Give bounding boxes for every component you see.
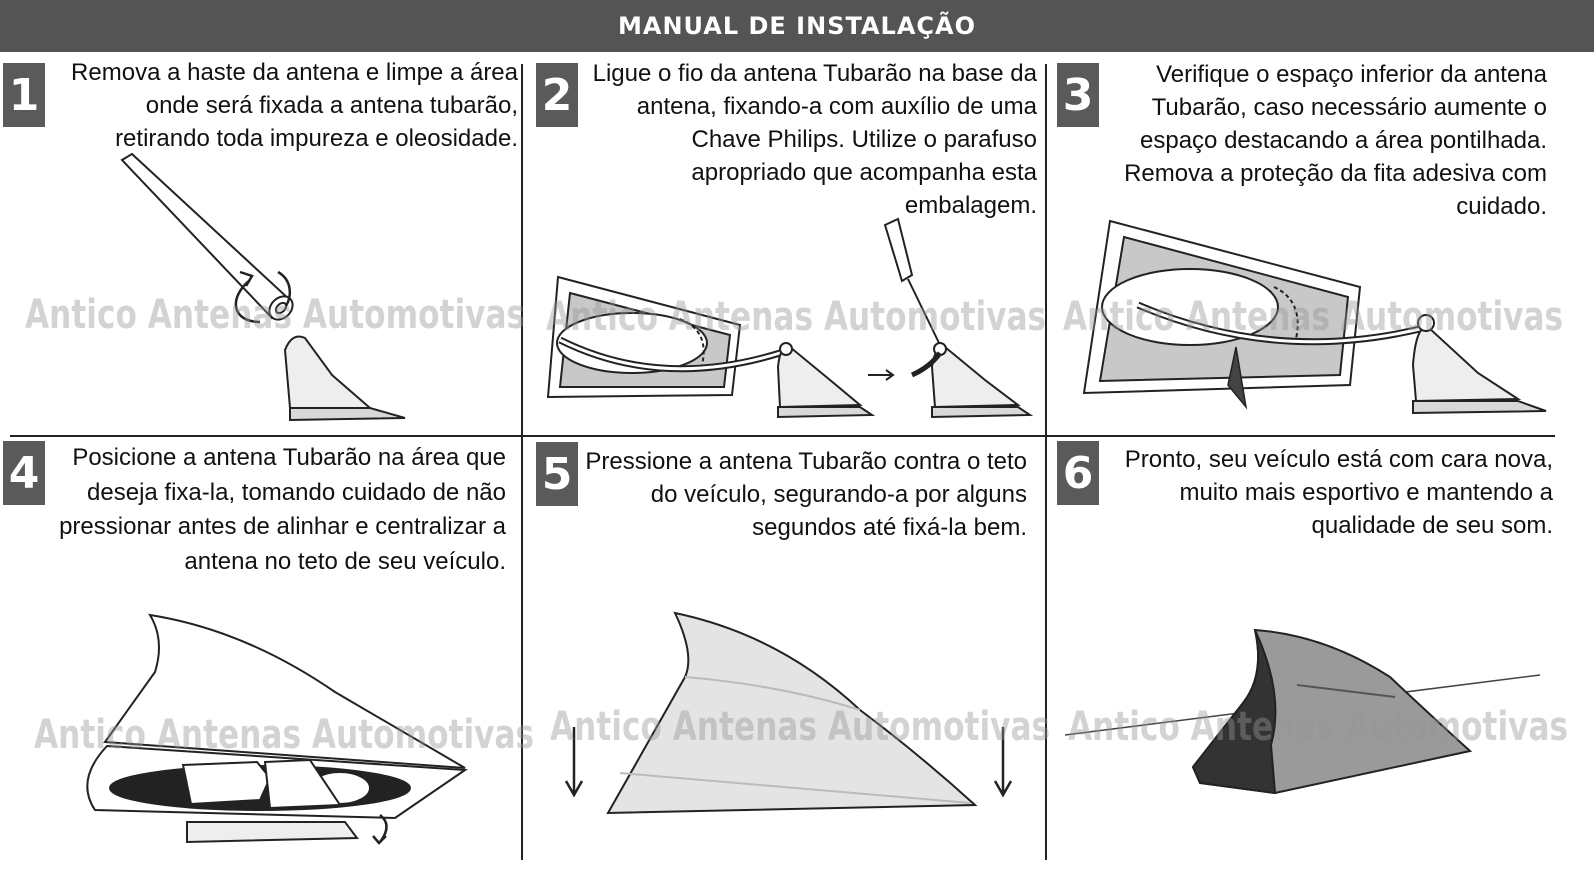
- step-5-instruction: Pressione a antena Tubarão contra o teto do veículo, segurando-a por alguns segundos até fixá-la bem.: [585, 448, 1027, 541]
- antenna-rod-icon: [122, 154, 297, 324]
- shark-antenna-icon: [608, 613, 975, 813]
- step-4-instruction: Posicione a antena Tubarão na área que deseja fixa-la, tomando cuidado de não pressionar antes de alinhar e centralizar a antena no teto de seu veículo.: [59, 444, 506, 575]
- step-5-illustration: [560, 605, 1020, 820]
- shark-antenna-icon: [87, 615, 465, 842]
- antenna-shell-icon: [1084, 221, 1360, 393]
- step-2-illustration: [540, 215, 1040, 425]
- step-4-watermark: Antico Antenas Automotivas: [34, 712, 535, 758]
- shark-antenna-icon: [1193, 630, 1470, 793]
- step-2-number-badge: 2: [536, 63, 578, 127]
- column-divider-1: [521, 64, 523, 860]
- screwdriver-icon: [885, 219, 940, 345]
- step-4-number-badge: 4: [3, 441, 45, 505]
- step-3-number-badge: 3: [1057, 63, 1099, 127]
- step-5-number-badge: 5: [536, 442, 578, 506]
- step-2-watermark: Antico Antenas Automotivas: [546, 294, 1047, 340]
- step-1-illustration: [100, 150, 420, 425]
- step-1-instruction: Remova a haste da antena e limpe a área onde será fixada a antena tubarão, retirando toda impureza e oleosidade.: [71, 59, 518, 152]
- antenna-base-icon: [1413, 315, 1546, 413]
- step-1-number-badge: 1: [3, 63, 45, 127]
- step-1-watermark: Antico Antenas Automotivas: [25, 292, 526, 338]
- arrow-right-icon: [868, 370, 893, 380]
- arrow-down-icon: [566, 727, 582, 795]
- rotate-arrow-icon: [373, 815, 387, 843]
- column-divider-2: [1045, 64, 1047, 860]
- step-6-illustration: [1065, 625, 1545, 800]
- manual-title: MANUAL DE INSTALAÇÃO: [617, 12, 977, 40]
- step-6-number-badge: 6: [1057, 441, 1099, 505]
- antenna-shell-icon: [548, 277, 740, 397]
- step-6-instruction: Pronto, seu veículo está com cara nova, muito mais esportivo e mantendo a qualidade de seu som.: [1124, 446, 1553, 539]
- antenna-base-icon: [285, 337, 405, 421]
- step-6-watermark: Antico Antenas Automotivas: [1068, 704, 1569, 750]
- step-3-instruction: Verifique o espaço inferior da antena Tubarão, caso necessário aumente o espaço destacando a área pontilhada. Remova a proteção da fita adesiva com cuidado.: [1124, 61, 1547, 220]
- antenna-base-icon: [932, 343, 1030, 417]
- step-3-watermark: Antico Antenas Automotivas: [1063, 294, 1564, 340]
- step-2-instruction: Ligue o fio da antena Tubarão na base da antena, fixando-a com auxílio de uma Chave Philips. Utilize o parafuso apropriado que acompanha esta embalagem.: [592, 60, 1037, 219]
- row-divider: [10, 435, 1555, 437]
- manual-title-bar: [0, 0, 1594, 52]
- arrow-down-icon: [995, 727, 1011, 795]
- antenna-base-icon: [778, 343, 872, 417]
- step-3-illustration: [1078, 215, 1553, 420]
- step-5-watermark: Antico Antenas Automotivas: [550, 704, 1051, 750]
- step-4-illustration: [75, 610, 475, 855]
